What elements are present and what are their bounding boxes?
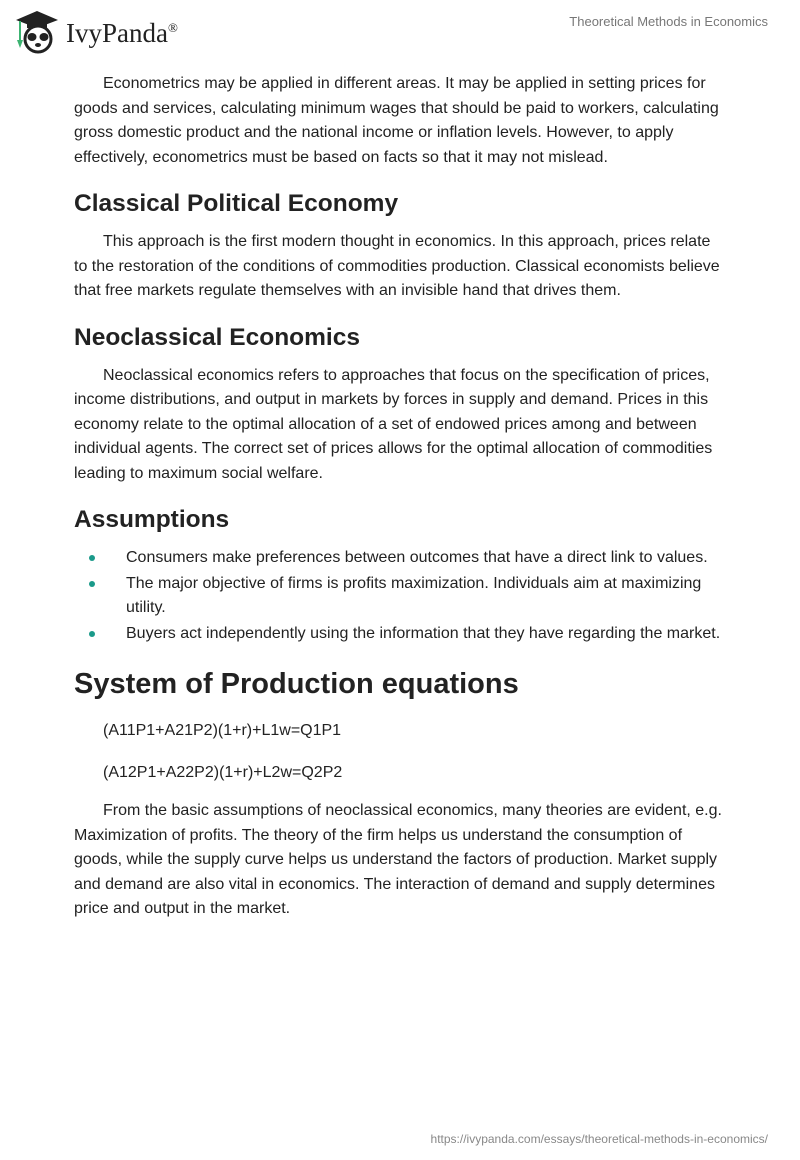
classical-paragraph: This approach is the first modern thought in economics. In this approach, prices relate to the restoration of the conditions of commodities production. Classical economists believe that free markets regulate themselves with an invisible hand that drives them. [74, 233, 720, 299]
logo-text: IvyPanda® [66, 17, 178, 48]
list-item: The major objective of firms is profits maximization. Individuals aim at maximizing utility. [74, 572, 728, 621]
list-item: Consumers make preferences between outcomes that have a direct link to values. [74, 546, 728, 571]
bullet-icon [89, 631, 95, 637]
bullet-icon [89, 555, 95, 561]
source-url[interactable]: https://ivypanda.com/essays/theoretical-methods-in-economics/ [430, 1132, 768, 1146]
closing-paragraph: From the basic assumptions of neoclassical economics, many theories are evident, e.g. Maximization of profits. The theory of the firm helps us understand the consumption of goods, while the supply curve helps us understand the factors of production. Market supply and demand are also vital in economics. The interaction of demand and supply determines price and output in the market. [74, 802, 722, 917]
system-heading: System of Production equations [74, 668, 519, 700]
classical-heading: Classical Political Economy [74, 190, 399, 217]
equation-1: (A11P1+A21P2)(1+r)+L1w=Q1P1 [103, 722, 342, 739]
header [0, 0, 800, 60]
list-item: Buyers act independently using the information that they have regarding the market. [74, 622, 728, 647]
document-title: Theoretical Methods in Economics [569, 14, 768, 29]
panda-logo-icon [12, 8, 62, 54]
neoclassical-heading: Neoclassical Economics [74, 323, 360, 351]
assumptions-heading: Assumptions [74, 506, 230, 533]
article-content [74, 72, 728, 922]
equation-2: (A12P1+A22P2)(1+r)+L2w=Q2P2 [103, 763, 343, 781]
assumptions-list [74, 546, 728, 646]
logo[interactable] [12, 8, 178, 54]
bullet-icon [89, 581, 95, 587]
intro-paragraph: Econometrics may be applied in different areas. It may be applied in setting prices for goods and services, calculating minimum wages that should be paid to workers, calculating gross domestic product and the national income or inflation levels. However, to apply effectively, econometrics must be based on facts so that it may not mislead. [74, 75, 719, 166]
neoclassical-paragraph: Neoclassical economics refers to approaches that focus on the specification of prices, income distributions, and output in markets by forces in supply and demand. Prices in this economy relate to the optimal allocation of a set of endowed prices among and between individual agents. The correct set of prices allows for the optimal allocation of commodities leading to maximum social welfare. [74, 366, 713, 482]
